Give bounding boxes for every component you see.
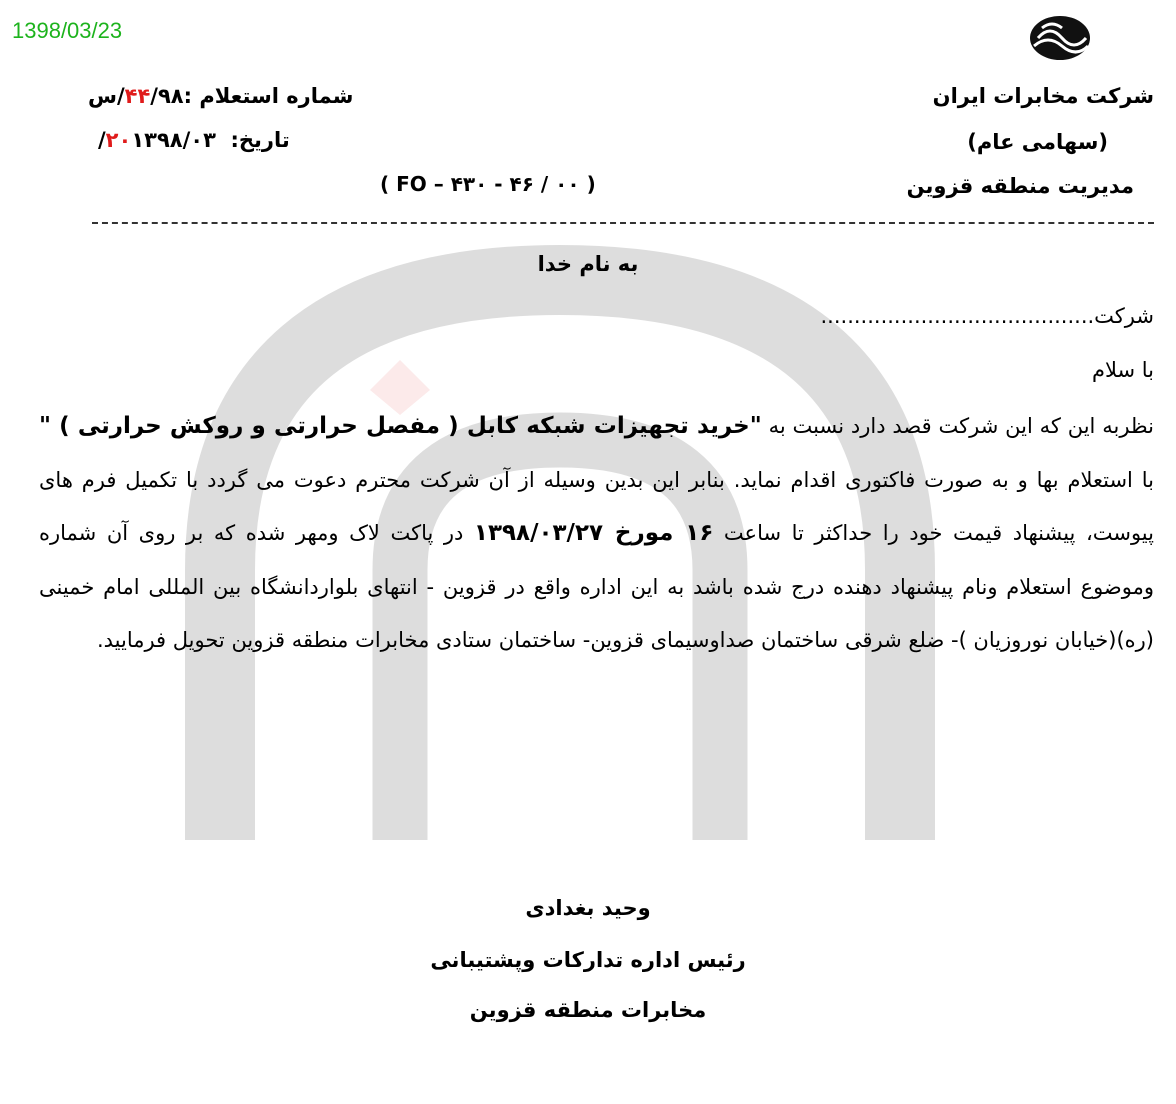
company-logo-icon: [1020, 8, 1100, 64]
letter-date: تاریخ: ۲۰۱۳۹۸/۰۳/: [98, 128, 290, 152]
inquiry-number: شماره استعلام :۴۴/۹۸/س: [88, 84, 354, 108]
recipient-company-line: شرکت.........................................: [820, 304, 1154, 328]
received-date-stamp: 1398/03/23: [12, 18, 123, 43]
greeting: با سلام: [1091, 358, 1154, 382]
signatory-title: رئیس اداره تدارکات وپشتیبانی: [430, 948, 746, 972]
company-type: (سهامی عام): [967, 130, 1108, 154]
department-name: مدیریت منطقه قزوین: [906, 174, 1134, 198]
form-code: ( FO – ۴۳۰ - ۴۶ / ۰۰ ): [380, 172, 596, 196]
signatory-org: مخابرات منطقه قزوین: [469, 998, 707, 1022]
signatory-name: وحید بغدادی: [525, 896, 651, 920]
company-name: شرکت مخابرات ایران: [932, 84, 1154, 108]
header-divider: [92, 222, 1154, 224]
bismillah-heading: به نام خدا: [537, 252, 639, 276]
letter-body: نظربه این که این شرکت قصد دارد نسبت به "خرید تجهیزات شبکه کابل ( مفصل حرارتی و روکش حرارتی ) " با استعلام بها و به صورت فاکتوری اقدام نماید. بنابر این بدین وسیله از آن شرکت محترم دعوت می گردد با تکمیل فرم های پیوست، پیشنهاد قیمت خود را حداکثر تا ساعت ۱۶ مورخ ۱۳۹۸/۰۳/۲۷ در پاکت لاک ومهر شده که بر روی آن شماره وموضوع استعلام ونام پیشنهاد دهنده درج شده باشد به این اداره واقع در قزوین - انتهای بلواردانشگاه بین المللی امام خمینی (ره)(خیابان نوروزیان )- ضلع شرقی ساختمان صداوسیمای قزوین- ساختمان ستادی مخابرات منطقه قزوین تحویل فرمایید.: [39, 413, 1154, 652]
